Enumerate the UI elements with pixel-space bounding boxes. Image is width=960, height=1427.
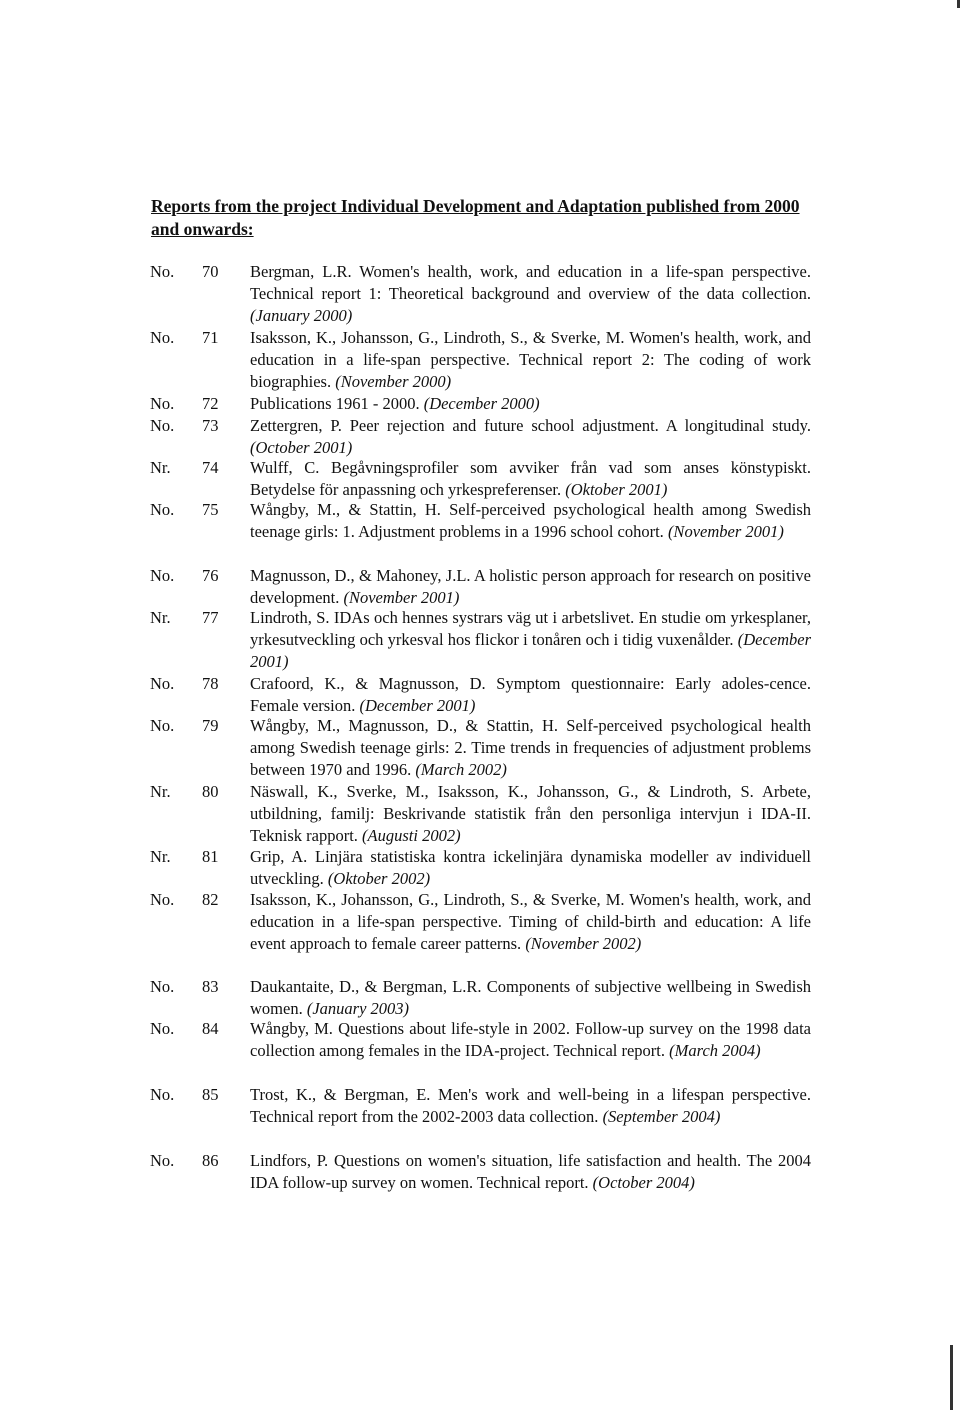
entry-label: No. [150,977,175,996]
entry-number: 77 [202,608,219,627]
entry-text [250,846,811,890]
entry-label: No. [150,416,175,435]
entry-text [250,976,811,1020]
entry-citation: Daukantaite, D., & Bergman, L.R. Components of subjective wellbeing in Swedish women. [250,977,811,1018]
entry-text [250,889,811,955]
page-heading: Reports from the project Individual Development and Adaptation published from 2000 and onwards: [151,196,800,239]
entry-label: No. [150,328,175,347]
entry-number: 86 [202,1151,219,1170]
entry-text [250,673,811,717]
entry-date: (Oktober 2002) [327,869,431,888]
entry-citation: Grip, A. Linjära statistiska kontra ickelinjära dynamiska modeller av individuell utveckling. [250,847,811,888]
entry-citation: Wulff, C. Begåvningsprofiler som avviker från vad som anses könstypiskt. Betydelse för anpassning och yrkespreferenser. [250,458,811,499]
entry-citation: Zettergren, P. Peer rejection and future school adjustment. A longitudinal study. [250,416,811,435]
entry-date: (December 2001) [359,696,476,715]
entry-citation: Näswall, K., Sverke, M., Isaksson, K., Johansson, G., & Lindroth, S. Arbete, utbildning, familj: Beskrivande statistik från den personliga intervjun i IDA-II. Teknisk rapport. [250,782,811,845]
entry-citation: Magnusson, D., & Mahoney, J.L. A holistic person approach for research on positive development. [250,566,811,607]
entry-number: 71 [202,328,219,347]
entry-label: No. [150,262,175,281]
entry-text [250,393,811,415]
entry-citation: Wångby, M., & Stattin, H. Self-perceived psychological health among Swedish teenage girls: 1. Adjustment problems in a 1996 school cohort. [250,500,811,541]
entry-citation: Lindfors, P. Questions on women's situation, life satisfaction and health. The 2004 IDA follow-up survey on women. Technical report. [250,1151,811,1192]
entry-text [250,715,811,781]
entry-text [250,415,811,459]
entry-number: 82 [202,890,219,909]
entry-date: (October 2004) [592,1173,695,1192]
entry-number: 72 [202,394,219,413]
entry-number: 78 [202,674,219,693]
entry-text [250,499,811,543]
entry-date: (January 2003) [306,999,410,1018]
entry-number: 70 [202,262,219,281]
entry-text [250,565,811,609]
entry-number: 80 [202,782,219,801]
entry-label: No. [150,1151,175,1170]
entry-label: No. [150,716,175,735]
entry-number: 81 [202,847,219,866]
entry-label: No. [150,674,175,693]
entry-date: (November 2001) [343,588,460,607]
entry-text [250,1150,811,1194]
entry-date: (January 2000) [250,306,353,325]
entry-label: No. [150,1019,175,1038]
entry-label: Nr. [150,782,171,801]
entry-label: No. [150,500,175,519]
entry-number: 74 [202,458,219,477]
entry-text [250,781,811,847]
entry-label: No. [150,566,175,585]
entry-date: (Augusti 2002) [362,826,461,845]
entry-date: (March 2004) [669,1041,761,1060]
scan-edge-mark [950,1345,953,1410]
entry-text [250,457,811,501]
entry-citation: Publications 1961 - 2000. [250,394,420,413]
entry-number: 79 [202,716,219,735]
entry-label: Nr. [150,847,171,866]
entry-text [250,1084,811,1128]
entry-date: (November 2000) [335,372,452,391]
entry-citation: Trost, K., & Bergman, E. Men's work and well-being in a lifespan perspective. Technical report from the 2002-2003 data collection. [250,1085,811,1126]
entry-text [250,261,811,327]
entry-citation: Isaksson, K., Johansson, G., Lindroth, S., & Sverke, M. Women's health, work, and education in a life-span perspective. Timing of child-birth and education: A life event approach to female career patterns. [250,890,811,953]
entry-citation: Crafoord, K., & Magnusson, D. Symptom questionnaire: Early adoles-cence. Female version. [250,674,811,715]
entry-date: (December 2000) [423,394,540,413]
entry-label: Nr. [150,608,171,627]
entry-text [250,607,811,673]
entry-number: 84 [202,1019,219,1038]
entry-label: No. [150,394,175,413]
entry-number: 75 [202,500,219,519]
entry-label: No. [150,890,175,909]
entry-date: (March 2002) [415,760,507,779]
entry-number: 76 [202,566,219,585]
entry-citation: Wångby, M., Magnusson, D., & Stattin, H. Self-perceived psychological health among Swedish teenage girls: 2. Time trends in frequencies of adjustment problems between 1970 and 1996. [250,716,811,779]
entry-date: (September 2004) [602,1107,721,1126]
entry-number: 73 [202,416,219,435]
entry-citation: Isaksson, K., Johansson, G., Lindroth, S., & Sverke, M. Women's health, work, and education in a life-span perspective. Technical report 2: The coding of work biographies. [250,328,811,391]
entry-date: (October 2001) [250,438,353,457]
entry-date: (Oktober 2001) [565,480,668,499]
entry-number: 85 [202,1085,219,1104]
entry-citation: Lindroth, S. IDAs och hennes systrars väg ut i arbetslivet. En studie om yrkesplaner, yrkesutveckling och yrkesval hos flickor i tonåren och i tidig vuxenålder. [250,608,811,649]
entry-date: (November 2001) [667,522,784,541]
entry-citation: Bergman, L.R. Women's health, work, and education in a life-span perspective. Technical report 1: Theoretical background and overview of the data collection. [250,262,811,303]
entry-number: 83 [202,977,219,996]
entry-date: (November 2002) [525,934,642,953]
entry-text [250,327,811,393]
entry-text [250,1018,811,1062]
entry-label: Nr. [150,458,171,477]
entry-date: (December 2001) [250,630,812,671]
entry-label: No. [150,1085,175,1104]
entry-citation: Wångby, M. Questions about life-style in 2002. Follow-up survey on the 1998 data collection among females in the IDA-project. Technical report. [250,1019,811,1060]
